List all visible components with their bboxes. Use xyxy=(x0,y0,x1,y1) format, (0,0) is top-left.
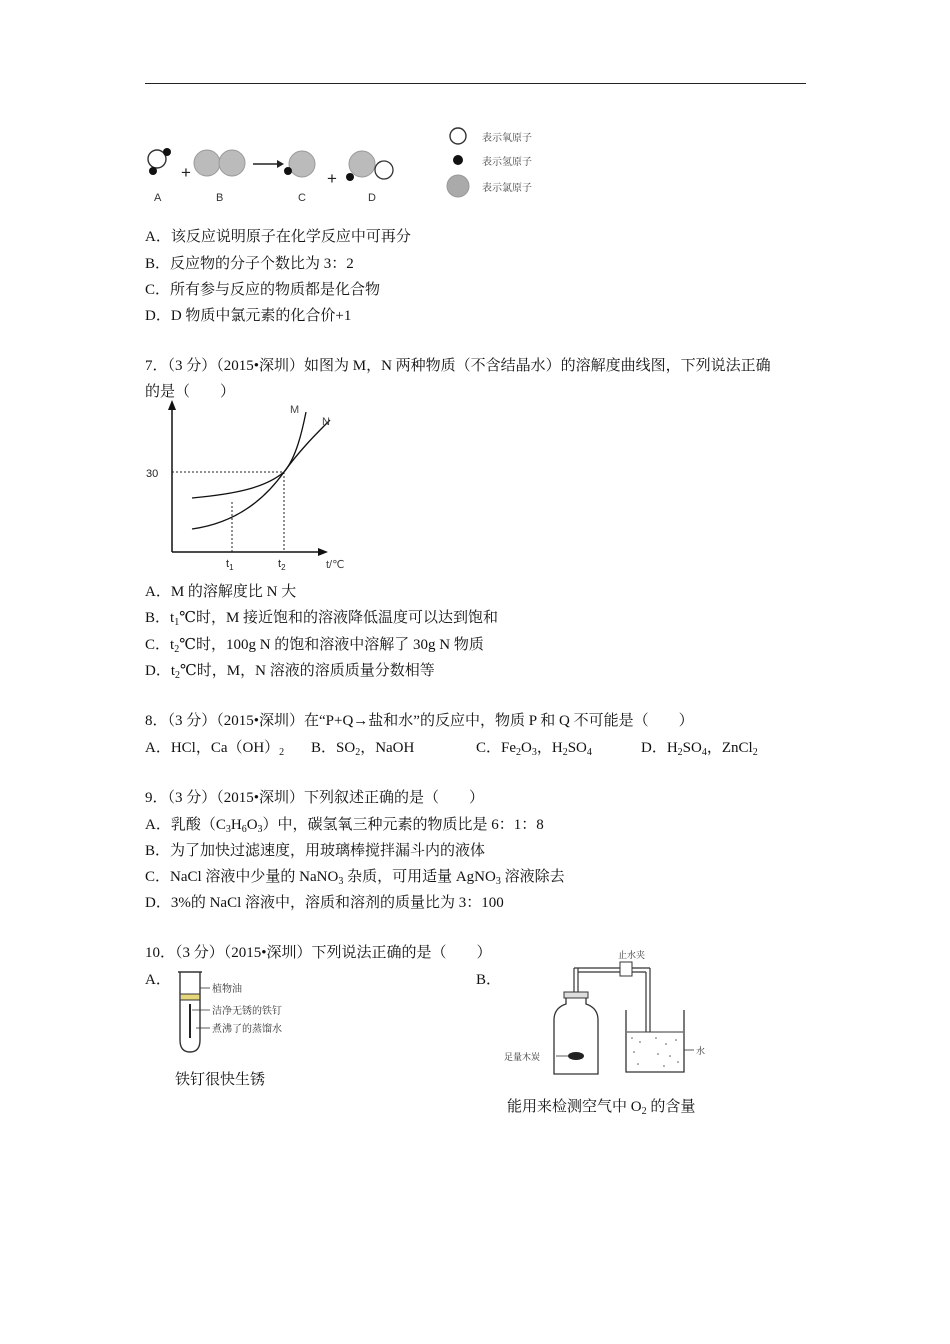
header-rule xyxy=(145,83,806,84)
label-d: D xyxy=(368,192,376,204)
label-boiled-water: 煮沸了的蒸馏水 xyxy=(212,1024,282,1035)
test-tube-diagram xyxy=(170,968,340,1058)
curve-label-n: N xyxy=(322,416,330,428)
q6-option-c: C．所有参与反应的物质都是化合物 xyxy=(145,282,381,298)
apparatus-diagram xyxy=(500,950,720,1084)
tick-t2: t xyxy=(278,558,282,570)
reaction-diagram xyxy=(140,118,560,208)
q7-stem-line2: 的是（ ） xyxy=(145,384,236,400)
label-c: C xyxy=(298,192,306,204)
legend-oxygen: 表示氧原子 xyxy=(482,133,532,144)
q9-option-a: A．乳酸$(C_3H_6O_3)$中，碳氢氧三种元素的物质比是 6：1：8 xyxy=(145,817,544,835)
legend-chlorine: 表示氯原子 xyxy=(482,183,532,194)
q7-stem-line1: 7．（3 分）（2015•深圳）如图为 M，N 两种物质（不含结晶水）的溶解度曲线图，下列说法正确 xyxy=(145,358,771,374)
q9-option-b: B．为了加快过滤速度，用玻璃棒搅拌漏斗内的液体 xyxy=(145,843,486,859)
q7-option-c: C．$t_2℃$时，100g N 的饱和溶液中溶解了 30g N 物质 xyxy=(145,637,484,655)
solubility-graph xyxy=(140,396,360,576)
label-b: B xyxy=(216,192,224,204)
tick-t1-sub: 1 xyxy=(229,563,234,572)
tick-t1: t xyxy=(226,558,230,570)
tick-t2-sub: 2 xyxy=(281,563,286,572)
label-nail: 洁净无锈的铁钉 xyxy=(212,1006,282,1017)
q8-option-c: C．$Fe_2O_3$，$H_2SO_4$ xyxy=(476,740,592,758)
q8-option-d: D．$H_2SO_4$，ZnCl$_2$ xyxy=(641,740,758,758)
q8-option-a: A．HCl，$Ca(OH)_2$ xyxy=(145,740,285,758)
svg-text:t1 xyxy=(226,558,234,572)
q10-stem: 10．（3 分）（2015•深圳）下列说法正确的是（ ） xyxy=(145,945,492,961)
q8-option-b: B．$SO_2$，NaOH xyxy=(311,740,415,758)
svg-text:+: + xyxy=(327,169,337,188)
label-a: A xyxy=(154,192,162,204)
q6-option-a: A．该反应说明原子在化学反应中可再分 xyxy=(145,229,411,245)
svg-text:t2 xyxy=(278,558,286,572)
q9-stem: 9．（3 分）（2015•深圳）下列叙述正确的是（ ） xyxy=(145,790,485,806)
label-charcoal: 足量木炭 xyxy=(504,1052,541,1062)
label-clamp: 止水夹 xyxy=(618,950,646,960)
q7-option-d: D．$t_2℃$时，M，N 溶液的溶质质量分数相等 xyxy=(145,663,435,681)
q8-stem: 8．（3 分）（2015•深圳）在“P+Q→盐和水”的反应中，物质 P 和 Q 不可能是（ ） xyxy=(145,713,694,729)
legend-hydrogen: 表示氢原子 xyxy=(482,157,532,168)
q10-label-a: A． xyxy=(145,972,171,988)
q10-caption-b: 能用来检测空气中 $O_2$ 的含量 xyxy=(507,1099,696,1117)
svg-text:+: + xyxy=(181,163,191,182)
q7-option-b: B．$t_1℃$时，M 接近饱和的溶液降低温度可以达到饱和 xyxy=(145,610,499,628)
label-water: 水 xyxy=(696,1046,706,1056)
q7-option-a: A．M 的溶解度比 N 大 xyxy=(145,584,297,600)
q6-option-b: B．反应物的分子个数比为 3：2 xyxy=(145,256,354,272)
label-oil: 植物油 xyxy=(212,984,242,995)
y-tick-30: 30 xyxy=(146,468,159,480)
x-axis-unit: t/℃ xyxy=(326,559,345,571)
q6-option-d: D．D 物质中氯元素的化合价+1 xyxy=(145,308,352,324)
q10-label-b: B． xyxy=(476,972,502,988)
curve-label-m: M xyxy=(290,404,300,416)
q9-option-c: C．NaCl 溶液中少量的 NaNO$_3$ 杂质，可用适量 AgNO$_3$ 溶液除去 xyxy=(145,869,565,887)
q10-caption-a: 铁钉很快生锈 xyxy=(175,1072,266,1088)
q9-option-d: D．3%的 NaCl 溶液中，溶质和溶剂的质量比为 3：100 xyxy=(145,895,504,911)
